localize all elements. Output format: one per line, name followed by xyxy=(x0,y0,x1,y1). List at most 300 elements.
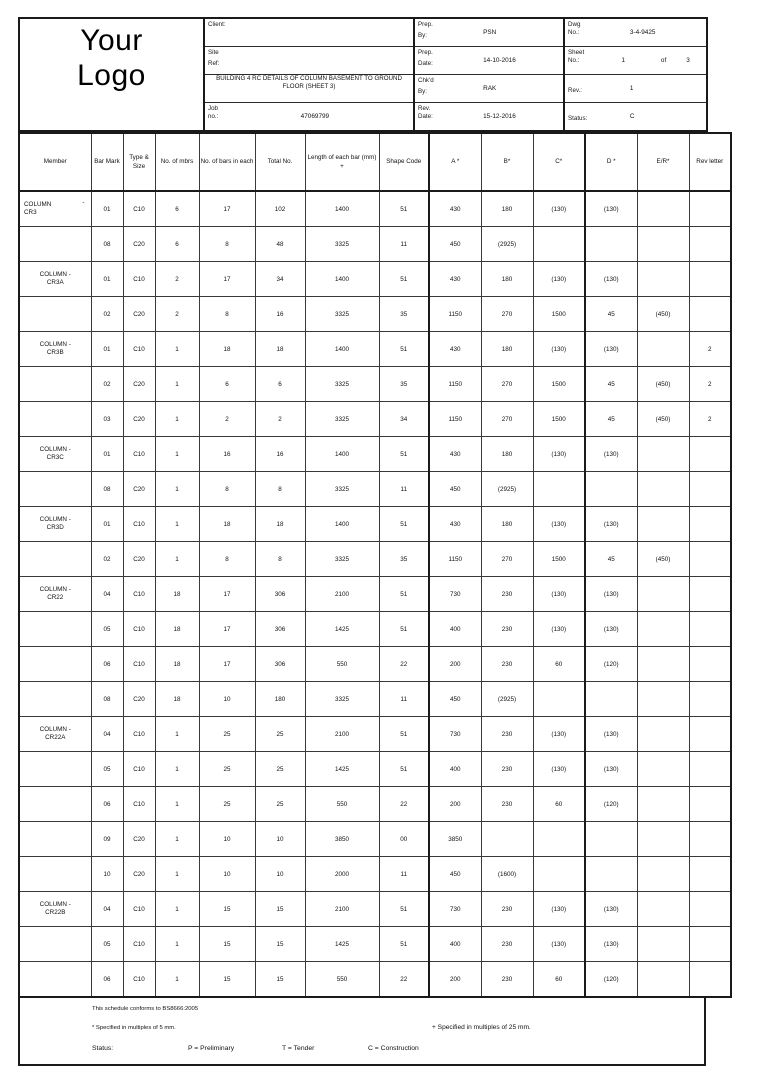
cell-er xyxy=(637,227,689,262)
rev-date-value: 15-12-2016 xyxy=(483,112,516,120)
cell-member xyxy=(19,787,91,822)
cell-shape-code: 51 xyxy=(379,507,429,542)
cell-no-mbrs: 18 xyxy=(155,577,199,612)
cell-bar-mark: 01 xyxy=(91,332,123,367)
cell-no-mbrs: 1 xyxy=(155,927,199,962)
cell-er xyxy=(637,752,689,787)
cell-shape-code: 51 xyxy=(379,717,429,752)
sheet-of-label: of xyxy=(660,56,667,64)
cell-d xyxy=(585,857,637,892)
schedule-table xyxy=(18,132,732,998)
cell-member xyxy=(19,472,91,507)
cell-type-size: C20 xyxy=(123,227,155,262)
cell-a: 400 xyxy=(429,927,481,962)
cell-rev-letter xyxy=(689,472,731,507)
cell-no-mbrs: 1 xyxy=(155,367,199,402)
cell-type-size: C10 xyxy=(123,752,155,787)
cell-b: 180 xyxy=(481,191,533,227)
cell-no-mbrs: 18 xyxy=(155,612,199,647)
cell-b: 270 xyxy=(481,297,533,332)
cell-a: 450 xyxy=(429,682,481,717)
cell-type-size: C20 xyxy=(123,367,155,402)
cell-rev-letter xyxy=(689,437,731,472)
cell-rev-letter xyxy=(689,262,731,297)
cell-length: 3325 xyxy=(305,227,379,262)
cell-er xyxy=(637,717,689,752)
cell-rev-letter xyxy=(689,682,731,717)
chkd-label: Chk'd xyxy=(418,77,434,84)
cell-type-size: C10 xyxy=(123,437,155,472)
cell-a: 730 xyxy=(429,717,481,752)
table-row xyxy=(19,752,731,787)
cell-a: 200 xyxy=(429,962,481,998)
table-header-row xyxy=(19,133,731,191)
cell-a: 450 xyxy=(429,857,481,892)
table-row xyxy=(19,787,731,822)
table-row xyxy=(19,367,731,402)
cell-shape-code: 11 xyxy=(379,682,429,717)
col-header-member: Member xyxy=(19,133,91,191)
col-header-no-mbrs: No. of mbrs xyxy=(155,133,199,191)
table-row xyxy=(19,542,731,577)
col-header-length: Length of each bar (mm) + xyxy=(305,133,379,191)
cell-d xyxy=(585,227,637,262)
revision-date-field[interactable] xyxy=(414,103,564,132)
cell-total-no: 25 xyxy=(255,752,305,787)
cell-rev-letter xyxy=(689,962,731,998)
cell-a: 400 xyxy=(429,612,481,647)
col-header-total-no: Total No. xyxy=(255,133,305,191)
cell-bars-in-each: 18 xyxy=(199,507,255,542)
cell-er xyxy=(637,927,689,962)
cell-rev-letter xyxy=(689,577,731,612)
cell-bar-mark: 08 xyxy=(91,227,123,262)
cell-a: 1150 xyxy=(429,297,481,332)
cell-type-size: C10 xyxy=(123,507,155,542)
cell-er xyxy=(637,577,689,612)
cell-c: 60 xyxy=(533,962,585,998)
cell-total-no: 16 xyxy=(255,437,305,472)
cell-er xyxy=(637,682,689,717)
cell-a: 1150 xyxy=(429,367,481,402)
dwg-no-value: 3-4-9425 xyxy=(629,28,656,36)
cell-rev-letter xyxy=(689,752,731,787)
site-ref-field[interactable] xyxy=(204,47,414,75)
cell-total-no: 15 xyxy=(255,927,305,962)
cell-length: 3325 xyxy=(305,682,379,717)
cell-bar-mark: 08 xyxy=(91,472,123,507)
cell-d: (130) xyxy=(585,191,637,227)
cell-no-mbrs: 1 xyxy=(155,472,199,507)
cell-er: (450) xyxy=(637,297,689,332)
cell-a: 200 xyxy=(429,647,481,682)
cell-bar-mark: 01 xyxy=(91,262,123,297)
cell-bar-mark: 04 xyxy=(91,892,123,927)
cell-type-size: C10 xyxy=(123,647,155,682)
cell-c: 1500 xyxy=(533,402,585,437)
cell-total-no: 102 xyxy=(255,191,305,227)
col-header-bar-mark: Bar Mark xyxy=(91,133,123,191)
cell-member xyxy=(19,752,91,787)
cell-d xyxy=(585,472,637,507)
cell-no-mbrs: 1 xyxy=(155,332,199,367)
cell-member xyxy=(19,297,91,332)
cell-type-size: C20 xyxy=(123,857,155,892)
revision-field[interactable] xyxy=(564,75,707,103)
col-header-shape-code: Shape Code xyxy=(379,133,429,191)
prep-by-label: By: xyxy=(418,31,427,39)
cell-bars-in-each: 18 xyxy=(199,332,255,367)
cell-c: (130) xyxy=(533,191,585,227)
cell-no-mbrs: 1 xyxy=(155,962,199,998)
sheet-no-label: No.: xyxy=(568,56,580,64)
table-row xyxy=(19,577,731,612)
drawing-description: BUILDING 4 RC DETAILS OF COLUMN BASEMENT TO GROUND FLOOR (SHEET 3) xyxy=(204,75,414,103)
cell-d: (130) xyxy=(585,507,637,542)
cell-b: 230 xyxy=(481,962,533,998)
cell-shape-code: 51 xyxy=(379,437,429,472)
cell-b: 180 xyxy=(481,332,533,367)
cell-shape-code: 00 xyxy=(379,822,429,857)
cell-b: 230 xyxy=(481,612,533,647)
table-row xyxy=(19,822,731,857)
cell-total-no: 15 xyxy=(255,962,305,998)
prepared-date-field[interactable] xyxy=(414,47,564,75)
cell-bar-mark: 01 xyxy=(91,191,123,227)
cell-c: 1500 xyxy=(533,542,585,577)
cell-bar-mark: 05 xyxy=(91,612,123,647)
cell-er xyxy=(637,612,689,647)
sheet-no-field[interactable] xyxy=(564,47,707,75)
cell-member: COLUMN - CR3D xyxy=(19,507,91,542)
cell-length: 1425 xyxy=(305,927,379,962)
cell-type-size: C20 xyxy=(123,402,155,437)
status-field[interactable] xyxy=(564,103,707,132)
cell-rev-letter xyxy=(689,927,731,962)
cell-length: 1400 xyxy=(305,507,379,542)
cell-member: COLUMN - CR3B xyxy=(19,332,91,367)
table-row xyxy=(19,262,731,297)
cell-c: (130) xyxy=(533,927,585,962)
cell-rev-letter: 2 xyxy=(689,367,731,402)
cell-c: (130) xyxy=(533,892,585,927)
cell-rev-letter xyxy=(689,297,731,332)
cell-total-no: 34 xyxy=(255,262,305,297)
cell-d: 45 xyxy=(585,367,637,402)
cell-length: 550 xyxy=(305,962,379,998)
col-header-type-size: Type & Size xyxy=(123,133,155,191)
cell-no-mbrs: 6 xyxy=(155,227,199,262)
cell-type-size: C10 xyxy=(123,262,155,297)
cell-total-no: 306 xyxy=(255,612,305,647)
cell-bars-in-each: 17 xyxy=(199,577,255,612)
table-row xyxy=(19,437,731,472)
cell-rev-letter xyxy=(689,647,731,682)
cell-a: 450 xyxy=(429,472,481,507)
cell-bar-mark: 08 xyxy=(91,682,123,717)
cell-total-no: 10 xyxy=(255,857,305,892)
cell-length: 1400 xyxy=(305,437,379,472)
table-row xyxy=(19,191,731,227)
company-logo xyxy=(19,18,204,131)
cell-er xyxy=(637,437,689,472)
dwg-no-field[interactable] xyxy=(564,18,707,47)
cell-total-no: 25 xyxy=(255,787,305,822)
cell-length: 1400 xyxy=(305,332,379,367)
cell-bars-in-each: 17 xyxy=(199,191,255,227)
table-row xyxy=(19,507,731,542)
col-header-c: C* xyxy=(533,133,585,191)
cell-a: 450 xyxy=(429,227,481,262)
cell-rev-letter xyxy=(689,542,731,577)
cell-d xyxy=(585,822,637,857)
cell-d: (120) xyxy=(585,962,637,998)
cell-er xyxy=(637,332,689,367)
job-no-field[interactable] xyxy=(204,103,414,132)
cell-shape-code: 51 xyxy=(379,927,429,962)
cell-b: 180 xyxy=(481,437,533,472)
sheet-total-value: 3 xyxy=(686,56,690,64)
cell-member xyxy=(19,402,91,437)
cell-type-size: C20 xyxy=(123,472,155,507)
cell-bars-in-each: 15 xyxy=(199,927,255,962)
cell-c: (130) xyxy=(533,612,585,647)
cell-d: (130) xyxy=(585,577,637,612)
prep-date-label-2: Date: xyxy=(418,59,433,67)
cell-b: 230 xyxy=(481,752,533,787)
cell-c: 60 xyxy=(533,787,585,822)
cell-er: (450) xyxy=(637,367,689,402)
table-row xyxy=(19,472,731,507)
cell-bar-mark: 10 xyxy=(91,857,123,892)
cell-bars-in-each: 15 xyxy=(199,892,255,927)
cell-no-mbrs: 18 xyxy=(155,647,199,682)
cell-length: 2100 xyxy=(305,717,379,752)
cell-member: COLUMN - CR22 xyxy=(19,577,91,612)
cell-b: 230 xyxy=(481,787,533,822)
cell-type-size: C10 xyxy=(123,577,155,612)
cell-rev-letter xyxy=(689,892,731,927)
cell-b: (1600) xyxy=(481,857,533,892)
cell-shape-code: 11 xyxy=(379,472,429,507)
cell-a: 730 xyxy=(429,577,481,612)
cell-member xyxy=(19,612,91,647)
ref-label: Ref: xyxy=(208,59,220,67)
client-field[interactable] xyxy=(204,18,414,47)
cell-bar-mark: 06 xyxy=(91,647,123,682)
cell-d: (130) xyxy=(585,612,637,647)
cell-type-size: C10 xyxy=(123,332,155,367)
cell-shape-code: 34 xyxy=(379,402,429,437)
status-label: Status: xyxy=(568,115,588,122)
cell-shape-code: 51 xyxy=(379,262,429,297)
cell-bar-mark: 05 xyxy=(91,752,123,787)
table-row xyxy=(19,297,731,332)
footer-legend-tender: T = Tender xyxy=(282,1045,315,1052)
cell-no-mbrs: 1 xyxy=(155,857,199,892)
logo-line-2: Logo xyxy=(77,59,146,93)
cell-er xyxy=(637,857,689,892)
cell-length: 1400 xyxy=(305,262,379,297)
cell-c: 1500 xyxy=(533,297,585,332)
cell-d: (130) xyxy=(585,437,637,472)
cell-bar-mark: 06 xyxy=(91,962,123,998)
cell-total-no: 306 xyxy=(255,577,305,612)
cell-length: 2100 xyxy=(305,892,379,927)
cell-a: 1150 xyxy=(429,402,481,437)
cell-total-no: 18 xyxy=(255,507,305,542)
cell-c: (130) xyxy=(533,717,585,752)
checked-by-field[interactable] xyxy=(414,75,564,103)
cell-a: 430 xyxy=(429,437,481,472)
table-row xyxy=(19,402,731,437)
cell-a: 430 xyxy=(429,262,481,297)
cell-rev-letter: 2 xyxy=(689,332,731,367)
cell-c xyxy=(533,472,585,507)
cell-length: 550 xyxy=(305,787,379,822)
table-row xyxy=(19,857,731,892)
cell-member xyxy=(19,857,91,892)
cell-b: 230 xyxy=(481,927,533,962)
cell-d: 45 xyxy=(585,542,637,577)
cell-a: 430 xyxy=(429,507,481,542)
sheet-label: Sheet xyxy=(568,49,585,56)
chkd-by-label: By: xyxy=(418,87,427,95)
dwg-no-label: No.: xyxy=(568,28,580,36)
cell-b xyxy=(481,822,533,857)
cell-b: 230 xyxy=(481,577,533,612)
bar-bending-schedule-sheet xyxy=(18,17,724,1066)
cell-a: 430 xyxy=(429,191,481,227)
cell-length: 1425 xyxy=(305,612,379,647)
cell-bars-in-each: 25 xyxy=(199,717,255,752)
cell-c: (130) xyxy=(533,507,585,542)
cell-er xyxy=(637,262,689,297)
sheet-no-value: 1 xyxy=(621,56,625,64)
cell-shape-code: 51 xyxy=(379,332,429,367)
cell-shape-code: 11 xyxy=(379,857,429,892)
cell-c: (130) xyxy=(533,437,585,472)
cell-length: 3325 xyxy=(305,367,379,402)
cell-b: 270 xyxy=(481,367,533,402)
cell-bar-mark: 05 xyxy=(91,927,123,962)
cell-bar-mark: 04 xyxy=(91,577,123,612)
cell-b: 230 xyxy=(481,647,533,682)
cell-no-mbrs: 6 xyxy=(155,191,199,227)
cell-rev-letter: 2 xyxy=(689,402,731,437)
cell-d: (130) xyxy=(585,752,637,787)
cell-length: 3325 xyxy=(305,297,379,332)
cell-c: (130) xyxy=(533,577,585,612)
prep-by-value: PSN xyxy=(483,28,497,36)
cell-c xyxy=(533,822,585,857)
cell-d: 45 xyxy=(585,297,637,332)
cell-c xyxy=(533,227,585,262)
status-value: C xyxy=(629,112,635,120)
cell-er: (450) xyxy=(637,542,689,577)
cell-bars-in-each: 10 xyxy=(199,682,255,717)
cell-bars-in-each: 2 xyxy=(199,402,255,437)
col-header-rev-letter: Rev letter xyxy=(689,133,731,191)
cell-shape-code: 51 xyxy=(379,752,429,787)
prepared-by-field[interactable] xyxy=(414,18,564,47)
cell-b: (2925) xyxy=(481,227,533,262)
cell-length: 3325 xyxy=(305,402,379,437)
cell-er xyxy=(637,962,689,998)
cell-er xyxy=(637,507,689,542)
col-header-er: E/R* xyxy=(637,133,689,191)
dwg-label: Dwg xyxy=(568,21,581,28)
cell-shape-code: 51 xyxy=(379,612,429,647)
cell-rev-letter xyxy=(689,787,731,822)
rev-date-label-2: Date: xyxy=(418,112,433,120)
cell-length: 1425 xyxy=(305,752,379,787)
cell-c: 1500 xyxy=(533,367,585,402)
cell-total-no: 16 xyxy=(255,297,305,332)
table-row xyxy=(19,927,731,962)
cell-member: COLUMN - CR22A xyxy=(19,717,91,752)
cell-er xyxy=(637,472,689,507)
cell-a: 730 xyxy=(429,892,481,927)
cell-er xyxy=(637,892,689,927)
cell-total-no: 6 xyxy=(255,367,305,402)
cell-c xyxy=(533,857,585,892)
cell-no-mbrs: 1 xyxy=(155,402,199,437)
cell-no-mbrs: 1 xyxy=(155,717,199,752)
cell-c: (130) xyxy=(533,262,585,297)
footer-plus-note: + Specified in multiples of 25 mm. xyxy=(432,1024,531,1031)
rev-value: 1 xyxy=(629,84,634,92)
col-header-d: D * xyxy=(585,133,637,191)
cell-c: 60 xyxy=(533,647,585,682)
cell-length: 2000 xyxy=(305,857,379,892)
col-header-b: B* xyxy=(481,133,533,191)
cell-rev-letter xyxy=(689,191,731,227)
cell-shape-code: 35 xyxy=(379,542,429,577)
cell-shape-code: 51 xyxy=(379,577,429,612)
cell-b: 270 xyxy=(481,402,533,437)
cell-shape-code: 22 xyxy=(379,647,429,682)
cell-member xyxy=(19,822,91,857)
cell-bar-mark: 02 xyxy=(91,297,123,332)
cell-bar-mark: 03 xyxy=(91,402,123,437)
cell-c: (130) xyxy=(533,752,585,787)
cell-bars-in-each: 8 xyxy=(199,542,255,577)
cell-length: 550 xyxy=(305,647,379,682)
cell-d: (120) xyxy=(585,787,637,822)
cell-length: 3850 xyxy=(305,822,379,857)
cell-no-mbrs: 2 xyxy=(155,297,199,332)
cell-bar-mark: 04 xyxy=(91,717,123,752)
cell-bars-in-each: 16 xyxy=(199,437,255,472)
cell-b: 180 xyxy=(481,262,533,297)
cell-type-size: C10 xyxy=(123,612,155,647)
cell-shape-code: 22 xyxy=(379,962,429,998)
footer-status-label: Status: xyxy=(92,1045,114,1052)
cell-no-mbrs: 2 xyxy=(155,262,199,297)
cell-d xyxy=(585,682,637,717)
cell-total-no: 2 xyxy=(255,402,305,437)
cell-member xyxy=(19,227,91,262)
prep-date-label: Prep. xyxy=(418,49,433,56)
cell-type-size: C20 xyxy=(123,542,155,577)
cell-member xyxy=(19,647,91,682)
cell-rev-letter xyxy=(689,507,731,542)
col-header-a: A * xyxy=(429,133,481,191)
cell-er xyxy=(637,647,689,682)
cell-bars-in-each: 17 xyxy=(199,262,255,297)
cell-length: 2100 xyxy=(305,577,379,612)
